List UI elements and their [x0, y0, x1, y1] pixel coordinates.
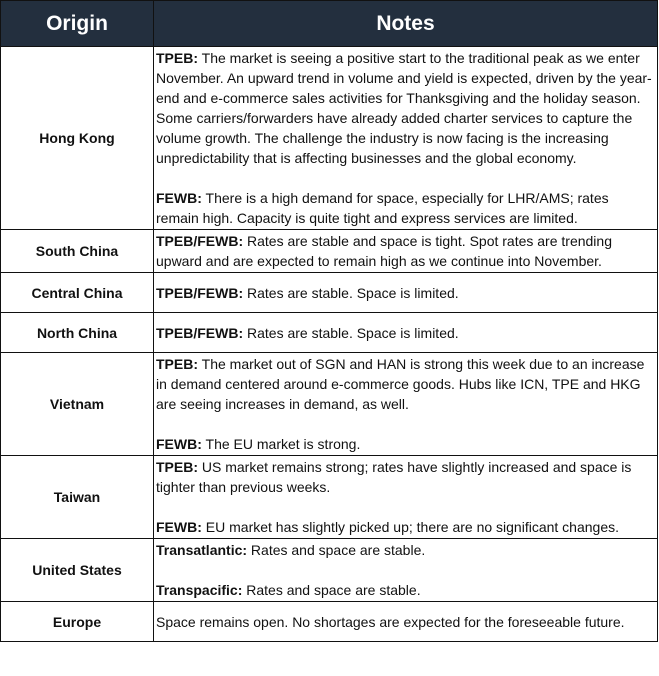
table-row: [1, 353, 658, 456]
note-paragraph: [156, 540, 653, 560]
note-text: US market remains strong; rates have slightly increased and space is tighter than previous weeks.: [156, 459, 632, 495]
notes-cell: [154, 539, 658, 602]
note-text: Rates are stable and space is tight. Spot rates are trending upward and are expected to remain high as we continue into November.: [156, 233, 612, 269]
note-lane-label: TPEB/FEWB:: [156, 233, 244, 249]
table-row: [1, 456, 658, 539]
note-paragraph: [156, 580, 653, 600]
notes-cell: [154, 273, 658, 313]
notes-cell: [154, 602, 658, 642]
notes-cell: [154, 456, 658, 539]
header-notes: Notes: [154, 1, 658, 47]
note-lane-label: TPEB:: [156, 356, 198, 372]
note-paragraph: [156, 434, 653, 454]
origin-cell: Hong Kong: [1, 47, 154, 230]
note-lane-label: FEWB:: [156, 190, 202, 206]
notes-cell: [154, 47, 658, 230]
origin-cell: North China: [1, 313, 154, 353]
header-origin: Origin: [1, 1, 154, 47]
note-paragraph: [156, 612, 653, 632]
table-body: [1, 47, 658, 642]
note-lane-label: Transpacific:: [156, 582, 243, 598]
notes-cell: [154, 230, 658, 273]
table-row: [1, 230, 658, 273]
note-paragraph: [156, 517, 653, 537]
note-text: The market out of SGN and HAN is strong this week due to an increase in demand centered around e-commerce goods. Hubs like ICN, TPE and HKG are seeing increases in demand, as well.: [156, 356, 645, 412]
note-paragraph: [156, 323, 653, 343]
note-text: Rates and space are stable.: [247, 542, 426, 558]
note-text: Space remains open. No shortages are expected for the foreseeable future.: [156, 613, 625, 630]
origin-cell: United States: [1, 539, 154, 602]
note-text: The EU market is strong.: [201, 436, 361, 452]
notes-cell: [154, 353, 658, 456]
note-lane-label: FEWB:: [156, 436, 202, 452]
notes-cell: [154, 313, 658, 353]
note-lane-label: TPEB:: [156, 459, 198, 475]
table-row: [1, 273, 658, 313]
note-text: The market is seeing a positive start to the traditional peak as we enter November. An upward trend in volume and yield is expected, driven by the year-end and e-commerce sales activities for Thanksgiving and the holiday season. Some carriers/forwarders have already added charter services to capture the volume growth. The challenge the industry is now facing is the increasing unpredictability that is affecting businesses and the global economy.: [156, 50, 652, 166]
table-row: [1, 47, 658, 230]
origin-cell: Europe: [1, 602, 154, 642]
note-paragraph: [156, 48, 653, 168]
note-text: Rates are stable. Space is limited.: [243, 324, 459, 341]
note-lane-label: Transatlantic:: [156, 542, 248, 558]
origin-cell: Central China: [1, 273, 154, 313]
note-text: There is a high demand for space, especially for LHR/AMS; rates remain high. Capacity is quite tight and express services are limited.: [156, 190, 609, 226]
table-row: [1, 539, 658, 602]
note-paragraph: [156, 283, 653, 303]
note-text: Rates and space are stable.: [242, 582, 421, 598]
note-text: Rates are stable. Space is limited.: [243, 284, 459, 301]
note-paragraph: [156, 231, 653, 271]
note-paragraph: [156, 457, 653, 497]
note-lane-label: FEWB:: [156, 519, 202, 535]
note-text: EU market has slightly picked up; there are no significant changes.: [201, 519, 619, 535]
origin-cell: Taiwan: [1, 456, 154, 539]
note-lane-label: TPEB:: [156, 50, 198, 66]
note-paragraph: [156, 188, 653, 228]
table-row: [1, 313, 658, 353]
table-header-row: [1, 1, 658, 47]
origin-cell: Vietnam: [1, 353, 154, 456]
origin-cell: South China: [1, 230, 154, 273]
note-lane-label: TPEB/FEWB:: [156, 284, 244, 301]
table-row: [1, 602, 658, 642]
note-lane-label: TPEB/FEWB:: [156, 324, 244, 341]
note-paragraph: [156, 354, 653, 414]
